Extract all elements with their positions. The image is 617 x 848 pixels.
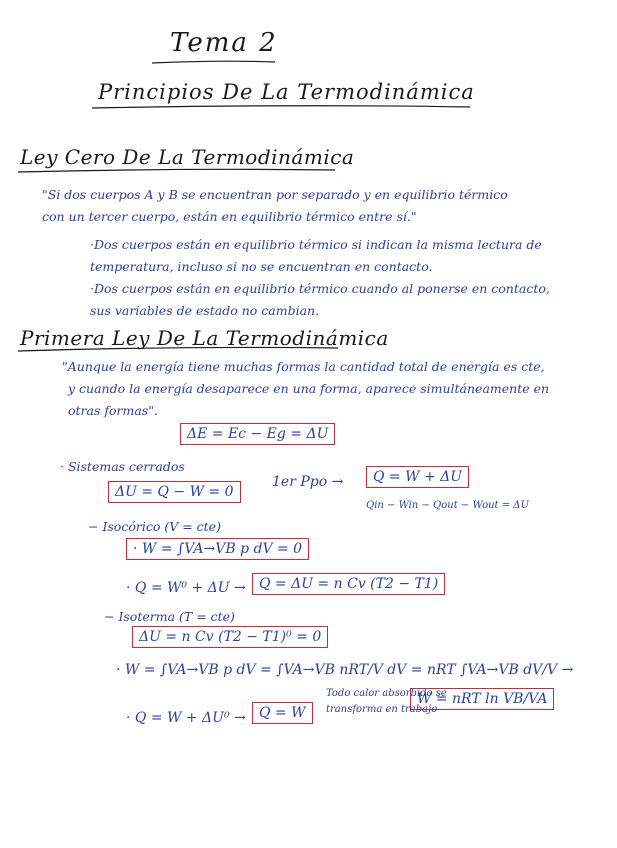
zero-law-quote-line2: con un tercer cuerpo, están en equilibrio térmico entre sí." — [42, 209, 417, 224]
isotherm-note-line1: Todo calor absorbido se — [326, 688, 447, 699]
isochoric-label: − Isocórico (V = cte) — [88, 519, 221, 534]
first-law-quote-line3: otras formas". — [68, 403, 158, 418]
first-law-quote-line1: "Aunque la energía tiene muchas formas la cantidad total de energía es cte, — [62, 359, 545, 374]
zero-law-bullet1-line1: ·Dos cuerpos están en equilibrio térmico si indican la misma lectura de — [90, 237, 542, 252]
isotherm-note-line2: transforma en trabajo — [326, 704, 438, 715]
energy-equation-box: ΔE = Ec − Eg = ΔU — [180, 423, 335, 445]
isotherm-heat-box: Q = W — [252, 702, 313, 724]
section-heading-first-law: Primera Ley De La Termodinámica — [20, 326, 389, 350]
section-heading-zero-law: Ley Cero De La Termodinámica — [20, 145, 355, 169]
energy-flows-equation: Qin − Win − Qout − Wout = ΔU — [366, 500, 529, 511]
isotherm-work-equation: · W = ∫VA→VB p dV = ∫VA→VB nRT/V dV = nRT ∫VA→VB dV/V → — [116, 662, 574, 678]
first-principle-equation-box: Q = W + ΔU — [366, 466, 469, 488]
page-title: Tema 2 — [170, 28, 278, 58]
isotherm-work-box: W = nRT ln VB/VA — [410, 688, 554, 710]
zero-law-quote-line1: "Si dos cuerpos A y B se encuentran por separado y en equilibrio térmico — [42, 187, 508, 202]
closed-system-equation-box: ΔU = Q − W = 0 — [108, 481, 241, 503]
isotherm-label: − Isoterma (T = cte) — [104, 609, 235, 624]
closed-systems-label: · Sistemas cerrados — [60, 459, 185, 474]
zero-law-bullet1-line2: temperatura, incluso si no se encuentran en contacto. — [90, 259, 433, 274]
isochoric-heat-equation: · Q = W⁰ + ΔU → — [126, 580, 246, 596]
first-principle-label: 1er Ppo → — [272, 474, 344, 490]
page-subtitle: Principios De La Termodinámica — [98, 80, 475, 104]
isochoric-heat-box: Q = ΔU = n Cv (T2 − T1) — [252, 573, 445, 595]
isotherm-heat-equation: · Q = W + ΔU⁰ → — [126, 710, 246, 726]
isotherm-energy-box: ΔU = n Cv (T2 − T1)⁰ = 0 — [132, 626, 328, 648]
zero-law-bullet2-line1: ·Dos cuerpos están en equilibrio térmico cuando al ponerse en contacto, — [90, 281, 550, 296]
zero-law-bullet2-line2: sus variables de estado no cambian. — [90, 303, 320, 318]
first-law-quote-line2: y cuando la energía desaparece en una forma, aparece simultáneamente en — [68, 381, 550, 396]
isochoric-work-box: · W = ∫VA→VB p dV = 0 — [126, 538, 309, 560]
